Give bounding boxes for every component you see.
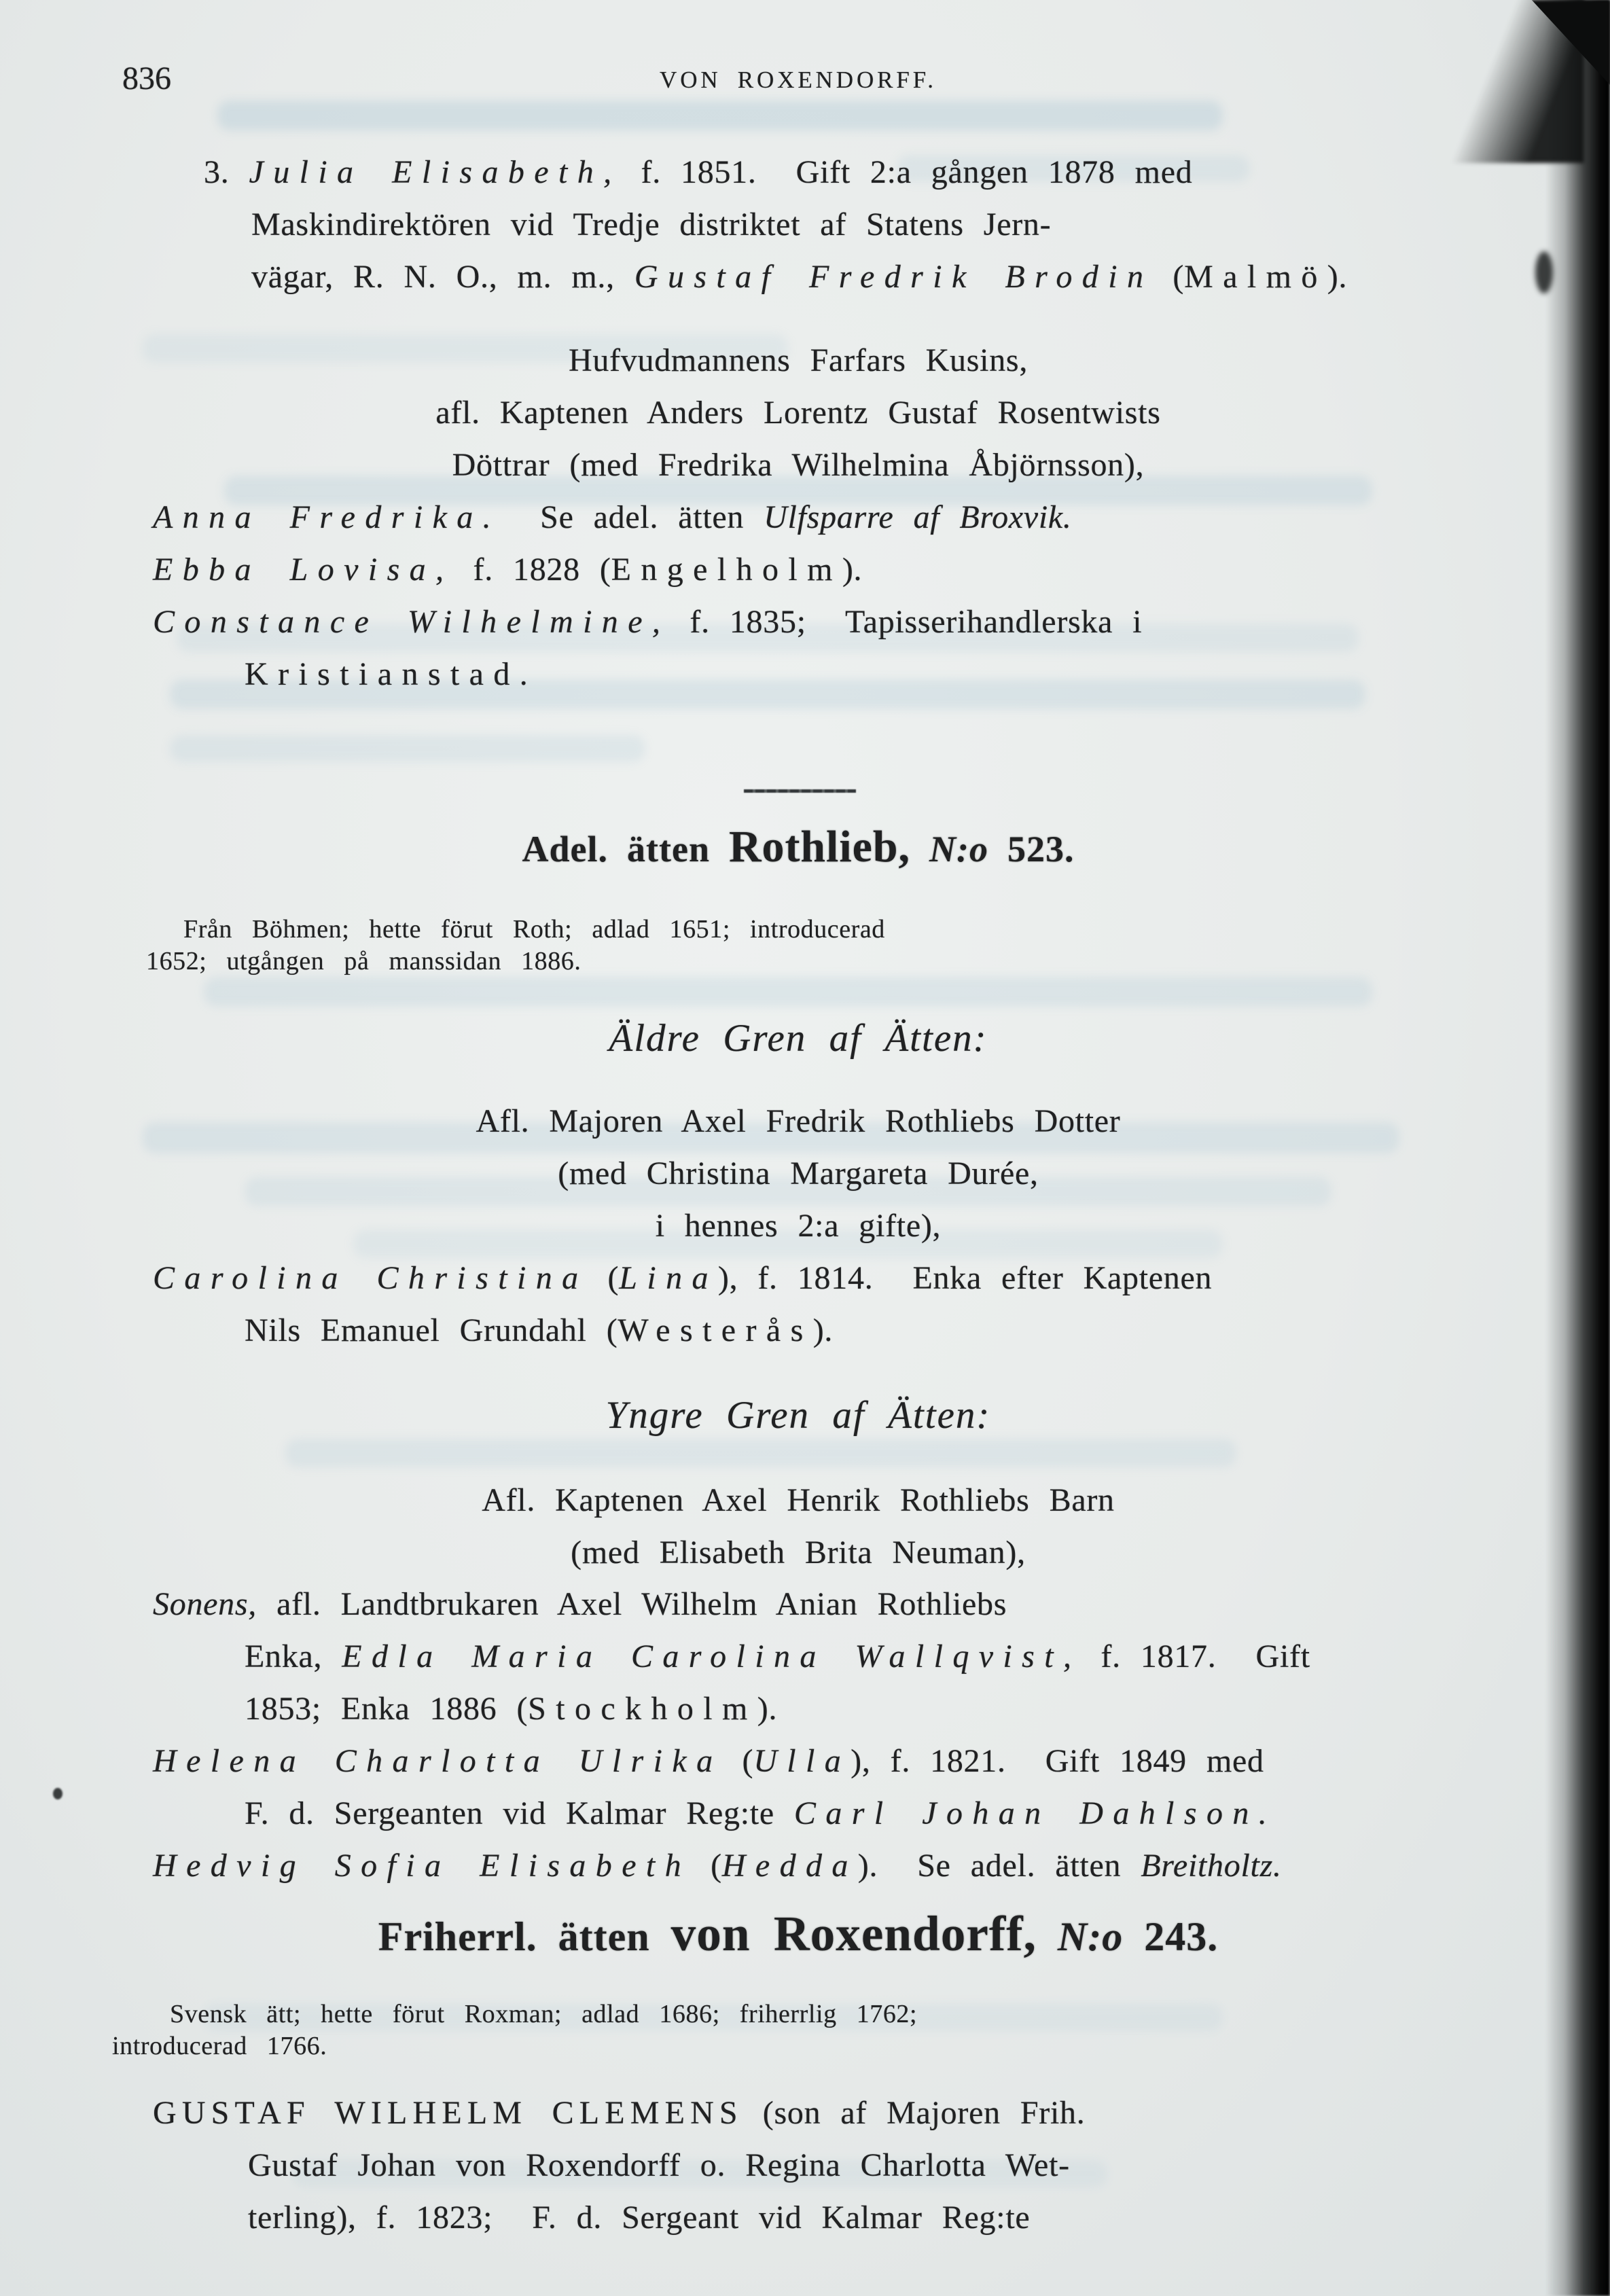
text-segment: (med Christina Margareta Durée, <box>558 1155 1039 1191</box>
lineage-intro-rosentwist <box>112 334 1484 491</box>
text-segment: Enka, <box>245 1638 342 1674</box>
text-segment: (med Elisabeth Brita Neuman), <box>571 1535 1026 1571</box>
text-segment: 523. <box>988 829 1075 869</box>
text-segment: ( <box>1153 259 1185 295</box>
text-segment: Rothlieb, <box>729 822 910 872</box>
note-rothlieb-origin <box>146 914 1484 977</box>
bleed-through-line <box>285 1439 1236 1467</box>
text-segment: Ulla <box>753 1743 851 1779</box>
entry-gustaf-wilhelm-clemens <box>112 2087 1610 2244</box>
text-segment: Adel. ätten <box>522 829 729 869</box>
entry-constance-wilhelmine <box>112 596 1610 700</box>
lineage-intro-yngre <box>112 1474 1484 1579</box>
text-segment: terling), f. 1823; F. d. Sergeant vid Kalmar Reg:te <box>248 2200 1031 2236</box>
text-segment: Gustaf Fredrik Brodin <box>634 259 1153 295</box>
text-segment: Constance Wilhelmine, <box>153 604 670 640</box>
text-segment: Gustaf Johan von Roxendorff o. Regina Charlotta Wet- <box>248 2147 1070 2183</box>
text-segment: F. d. Sergeanten vid Kalmar Reg:te <box>245 1795 794 1831</box>
text-segment: GUSTAF WILHELM CLEMENS <box>153 2095 743 2131</box>
text-segment: Carl Johan Dahlson. <box>793 1795 1277 1831</box>
entry-anna-fredrika <box>112 491 1610 543</box>
entry-carolina-christina <box>112 1252 1610 1357</box>
text-segment: Från Böhmen; hette förut Roth; adlad 1651; introducerad <box>183 915 885 944</box>
gutter-edge-blob <box>1535 251 1553 293</box>
ink-speck <box>53 1788 62 1799</box>
text-segment: N:o <box>929 829 988 869</box>
text-segment: f. 1817. Gift <box>1081 1638 1310 1674</box>
text-segment <box>910 829 929 869</box>
text-segment: Ulfsparre af Broxvik. <box>764 499 1072 535</box>
text-segment: N:o <box>1057 1914 1124 1959</box>
text-segment: Hedvig Sofia Elisabeth <box>153 1848 692 1884</box>
text-segment: i hennes 2:a gifte), <box>655 1208 942 1244</box>
text-segment: Malmö <box>1184 259 1327 295</box>
text-segment: ( <box>722 1743 754 1779</box>
heading-von-roxendorff <box>112 1907 1484 1963</box>
text-segment: Ebba Lovisa, <box>153 552 454 588</box>
text-segment: 3. <box>204 154 249 190</box>
text-segment: ). <box>1327 259 1348 295</box>
text-segment: Stockholm <box>528 1691 757 1727</box>
text-segment: Friherrl. ätten <box>378 1914 671 1959</box>
text-segment: Sonens, <box>153 1586 257 1622</box>
text-segment: introducerad 1766. <box>112 2032 327 2060</box>
text-segment: ( <box>588 1260 620 1296</box>
text-segment <box>1037 1914 1058 1959</box>
bleed-through-line <box>217 101 1223 130</box>
text-segment: Lina <box>619 1260 718 1296</box>
text-segment: ), f. 1821. Gift 1849 med <box>851 1743 1264 1779</box>
heading-yngre-gren: Yngre Gren af Ätten: <box>605 1394 991 1437</box>
note-roxendorff-origin <box>112 1998 1484 2062</box>
entry-sonens-enka <box>112 1578 1610 1735</box>
entry-ebba-lovisa <box>112 543 1610 596</box>
text-segment: Svensk ätt; hette förut Roxman; adlad 1686; friherrlig 1762; <box>170 2000 918 2028</box>
entry-helena-charlotta <box>112 1735 1610 1840</box>
running-title: VON ROXENDORFF. <box>660 67 937 93</box>
text-segment: Maskindirektören vid Tredje distriktet af Statens Jern- <box>251 207 1052 243</box>
text-segment: f. 1828 ( <box>453 552 611 588</box>
text-segment: f. 1835; Tapisserihandlerska i <box>670 604 1143 640</box>
text-segment: 1853; Enka 1886 ( <box>245 1691 529 1727</box>
text-segment: Helena Charlotta Ulrika <box>153 1743 723 1779</box>
text-segment: ). Se adel. ätten <box>857 1848 1141 1884</box>
text-segment: Döttrar (med Fredrika Wilhelmina Åbjörnsson), <box>452 447 1145 483</box>
page-number: 836 <box>122 60 171 96</box>
text-segment: Edla Maria Carolina Wallqvist, <box>342 1638 1081 1674</box>
text-segment: ( <box>691 1848 722 1884</box>
text-segment: von Roxendorff, <box>670 1906 1037 1961</box>
text-segment: Engelholm <box>611 552 842 588</box>
entry-julia-elisabeth <box>112 146 1610 303</box>
text-segment: ). <box>842 552 863 588</box>
text-segment: Hedda <box>721 1848 858 1884</box>
text-segment: ), f. 1814. Enka efter Kaptenen <box>717 1260 1213 1296</box>
text-segment: Julia Elisabeth, <box>249 154 622 190</box>
bleed-through-line <box>170 735 645 762</box>
heading-rothlieb <box>112 821 1484 876</box>
text-segment: Carolina Christina <box>153 1260 588 1296</box>
text-segment: Afl. Majoren Axel Fredrik Rothliebs Dotter <box>476 1103 1121 1139</box>
text-segment: Se adel. ätten <box>501 499 764 535</box>
text-segment: vägar, R. N. O., m. m., <box>251 259 634 295</box>
section-divider <box>744 789 856 793</box>
book-gutter-shadow <box>1545 0 1610 2296</box>
text-segment: Anna Fredrika. <box>153 499 501 535</box>
text-segment: Breitholtz. <box>1141 1848 1282 1884</box>
text-segment: f. 1851. Gift 2:a gången 1878 med <box>621 154 1193 190</box>
text-segment: ). <box>757 1691 778 1727</box>
text-segment: Nils Emanuel Grundahl ( <box>245 1312 618 1348</box>
text-segment: (son af Majoren Frih. <box>743 2095 1086 2131</box>
text-segment: afl. Kaptenen Anders Lorentz Gustaf Rosentwists <box>435 395 1161 431</box>
entry-hedvig-sofia <box>112 1840 1610 1892</box>
text-segment: Westerås <box>618 1312 813 1348</box>
text-segment: 243. <box>1123 1914 1219 1959</box>
text-segment: 1652; utgången på manssidan 1886. <box>146 947 582 975</box>
text-segment: ). <box>812 1312 834 1348</box>
bleed-through-line <box>204 977 1372 1007</box>
text-segment: Afl. Kaptenen Axel Henrik Rothliebs Barn <box>482 1482 1115 1518</box>
text-segment: Kristianstad. <box>245 656 538 692</box>
heading-aldre-gren: Äldre Gren af Ätten: <box>609 1017 988 1060</box>
text-segment: afl. Landtbrukaren Axel Wilhelm Anian Rothliebs <box>257 1586 1007 1622</box>
lineage-intro-aldre <box>112 1095 1484 1252</box>
text-segment: Hufvudmannens Farfars Kusins, <box>568 342 1028 378</box>
